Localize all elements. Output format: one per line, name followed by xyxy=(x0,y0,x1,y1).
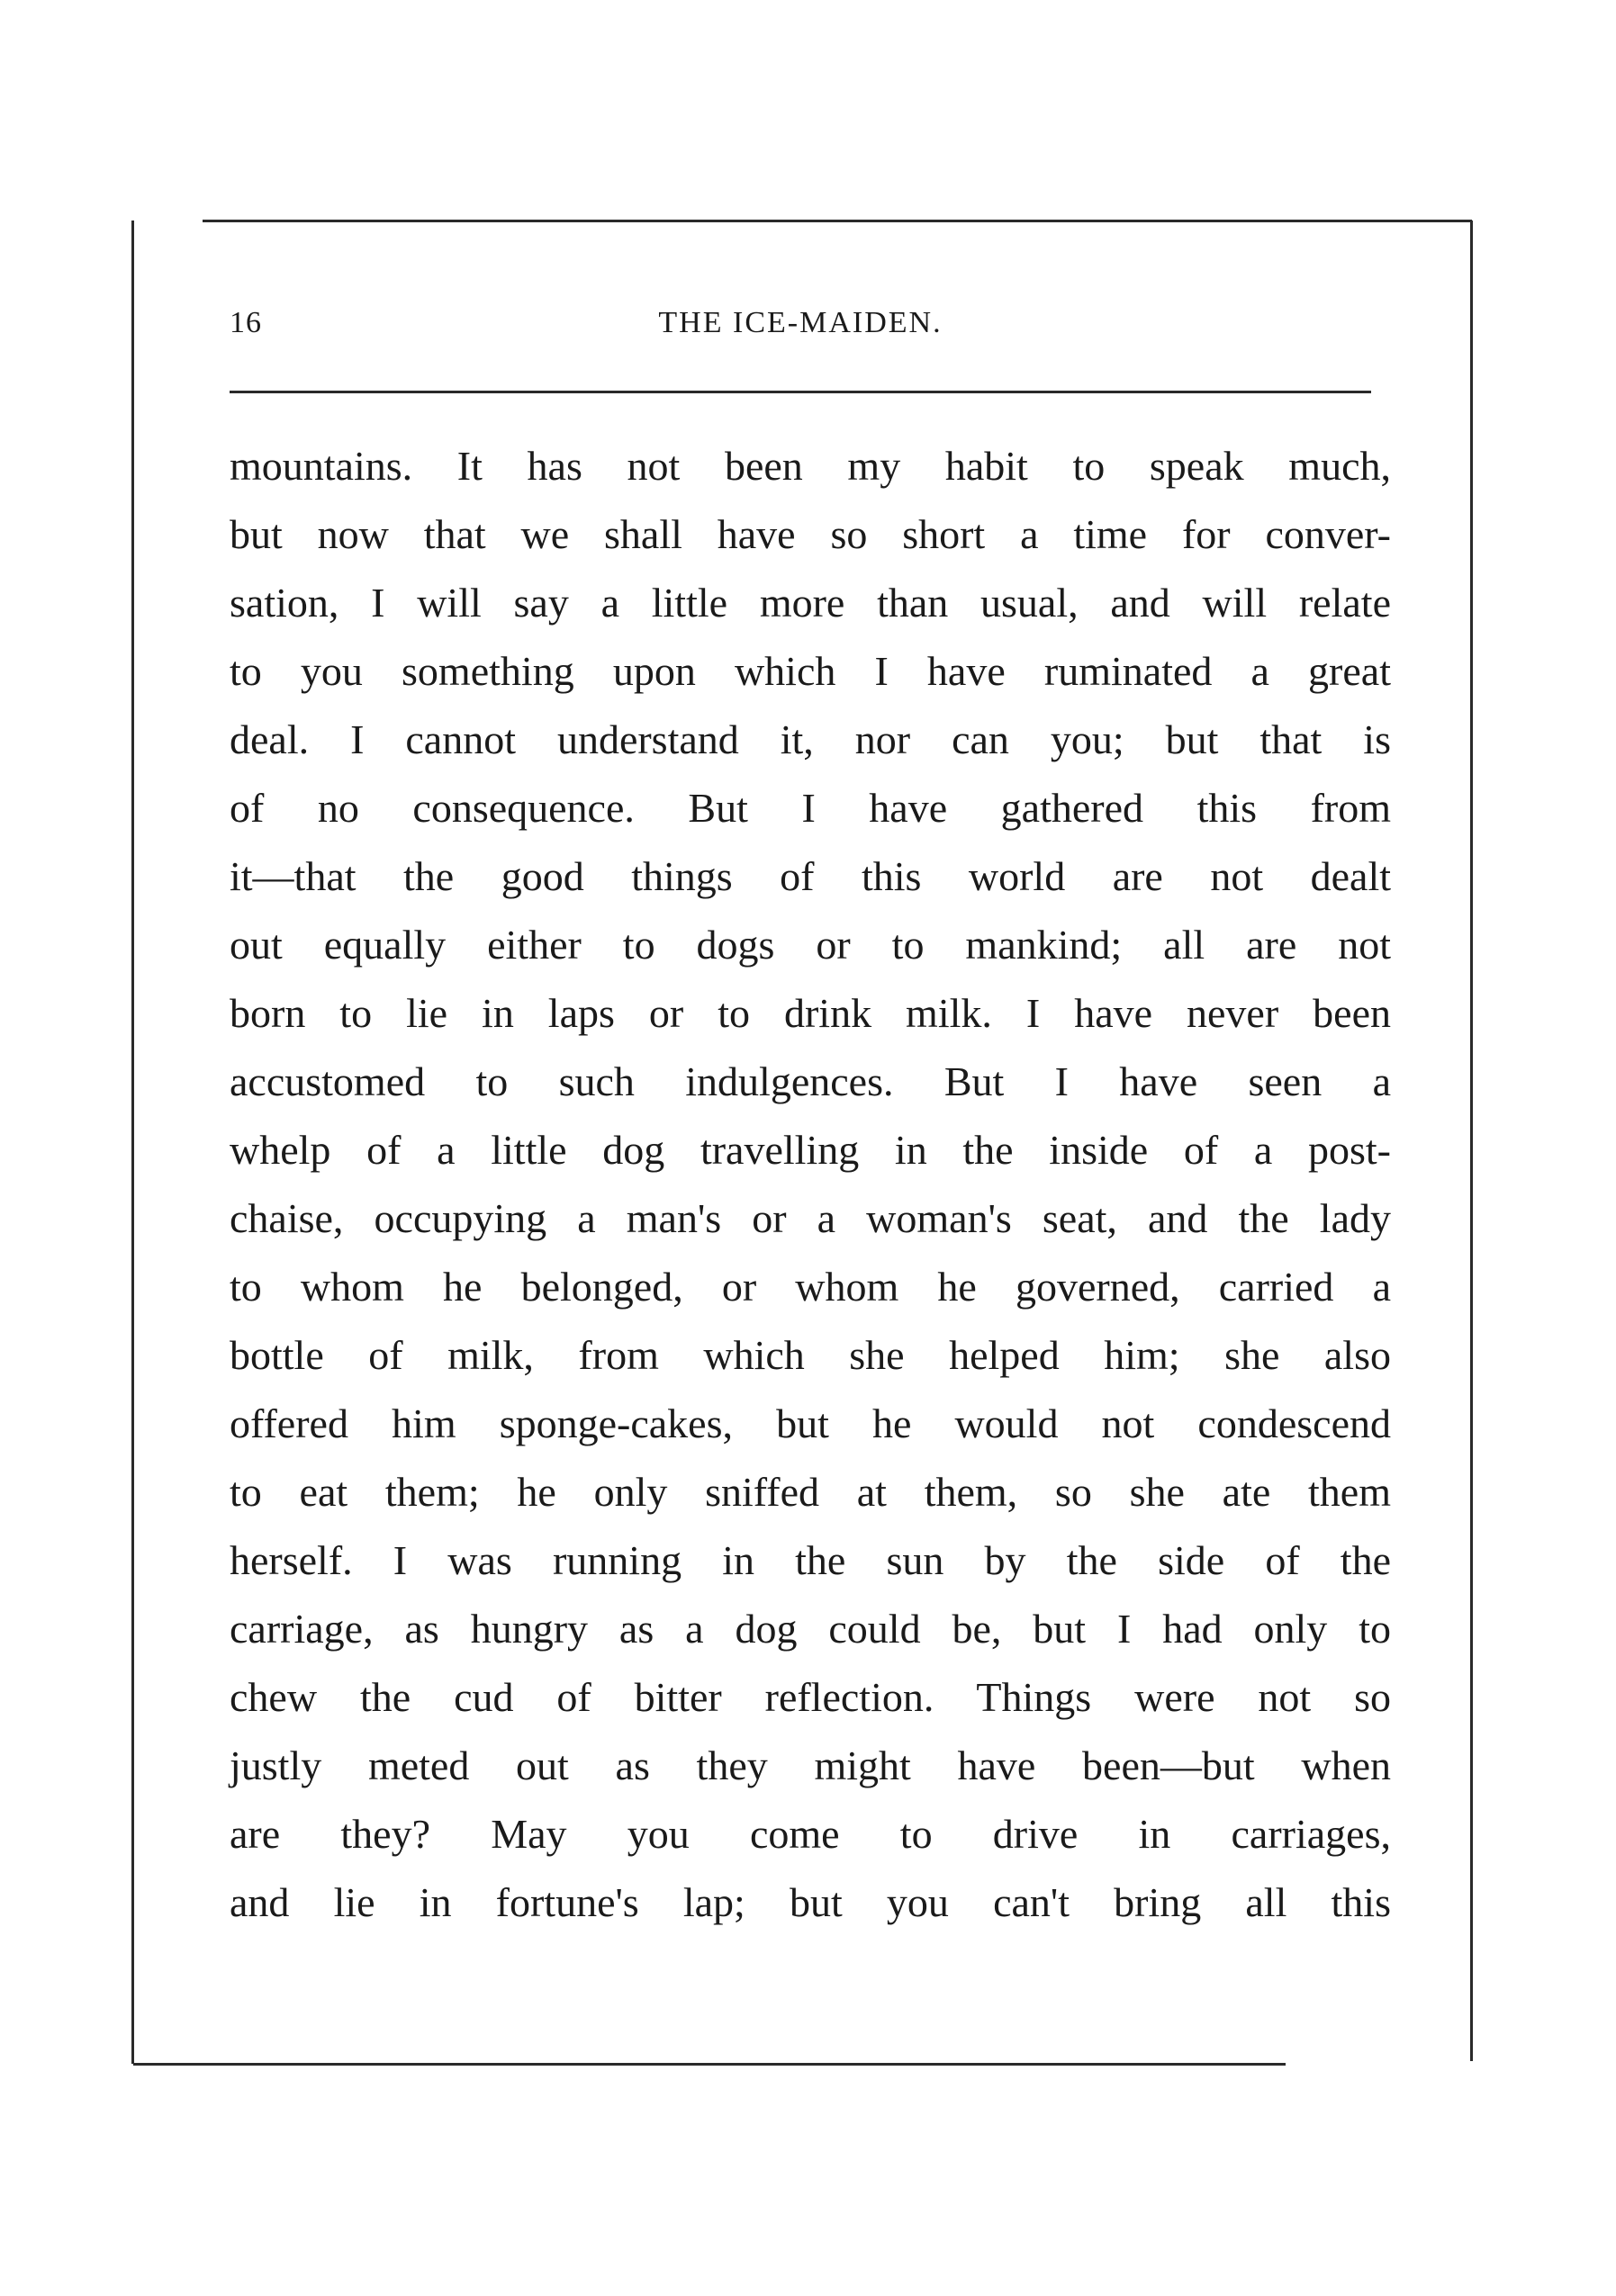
text-line: whelp of a little dog travelling in the inside of a post- xyxy=(230,1127,1391,1173)
text-line: it—that the good things of this world are not dealt xyxy=(230,853,1391,899)
text-line: bottle of milk, from which she helped him; she also xyxy=(230,1332,1391,1378)
right-border-rule xyxy=(1470,221,1473,2061)
running-title: THE ICE-MAIDEN. xyxy=(658,306,943,339)
text-line: but now that we shall have so short a time for conver- xyxy=(230,511,1391,557)
text-line: mountains. It has not been my habit to speak much, xyxy=(230,443,1391,489)
body-text xyxy=(230,432,1391,1937)
text-line: sation, I will say a little more than usual, and will relate xyxy=(230,580,1391,626)
text-line: out equally either to dogs or to mankind; all are not xyxy=(230,922,1391,968)
text-line: deal. I cannot understand it, nor can you; but that is xyxy=(230,716,1391,762)
text-line: herself. I was running in the sun by the side of the xyxy=(230,1537,1391,1583)
text-line: chaise, occupying a man's or a woman's seat, and the lady xyxy=(230,1195,1391,1241)
text-line: offered him sponge-cakes, but he would not condescend xyxy=(230,1400,1391,1446)
page-header xyxy=(230,306,1371,360)
text-line: to you something upon which I have ruminated a great xyxy=(230,648,1391,694)
text-line: accustomed to such indulgences. But I have seen a xyxy=(230,1058,1391,1104)
text-line: to eat them; he only sniffed at them, so she ate them xyxy=(230,1469,1391,1515)
text-line: carriage, as hungry as a dog could be, but I had only to xyxy=(230,1606,1391,1652)
text-line: of no consequence. But I have gathered this from xyxy=(230,785,1391,831)
left-border-rule xyxy=(131,221,134,2064)
text-line: and lie in fortune's lap; but you can't bring all this xyxy=(230,1879,1391,1925)
page-number: 16 xyxy=(230,306,262,339)
top-border-rule xyxy=(203,220,1472,222)
header-rule xyxy=(230,391,1371,393)
text-line: justly meted out as they might have been—but when xyxy=(230,1742,1391,1788)
bottom-border-rule xyxy=(133,2063,1286,2066)
text-line: are they? May you come to drive in carriages, xyxy=(230,1811,1391,1857)
text-line: born to lie in laps or to drink milk. I have never been xyxy=(230,990,1391,1036)
text-line: to whom he belonged, or whom he governed, carried a xyxy=(230,1264,1391,1310)
text-line: chew the cud of bitter reflection. Things were not so xyxy=(230,1674,1391,1720)
